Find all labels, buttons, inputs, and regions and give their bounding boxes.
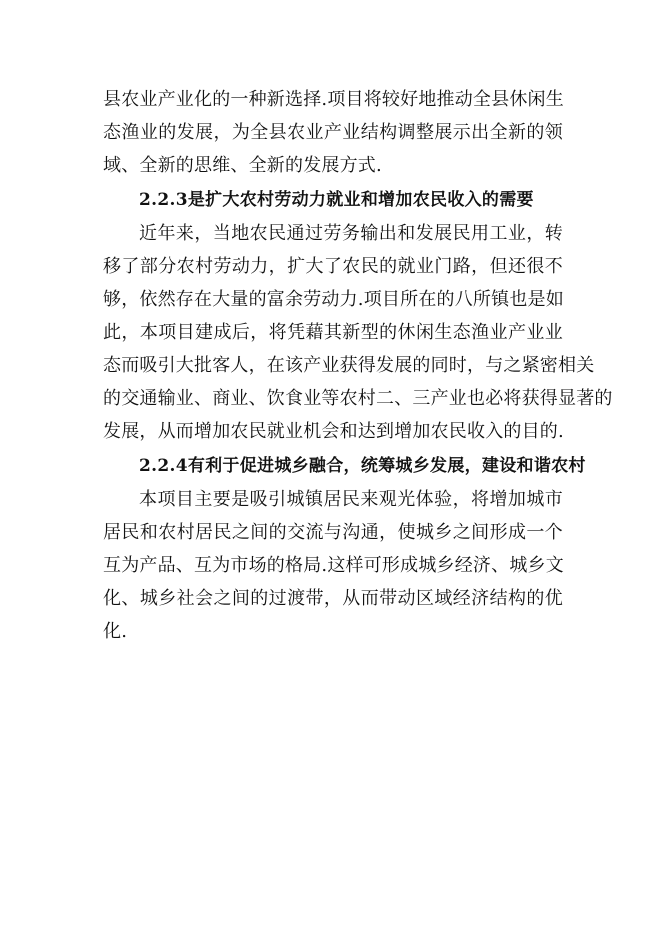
- paragraph-line: 本项目主要是吸引城镇居民来观光体验，将增加城市: [139, 489, 563, 510]
- paragraph-line: 域、全新的思维、全新的发展方式.: [103, 155, 382, 176]
- paragraph-line: 化、城乡社会之间的过渡带，从而带动区域经济结构的优: [103, 588, 563, 609]
- paragraph-line: 的交通输业、商业、饮食业等农村二、三产业也必将获得显著的: [103, 388, 613, 409]
- paragraph-line: 居民和农村居民之间的交流与沟通，使城乡之间形成一个: [103, 522, 563, 543]
- paragraph-line: 态渔业的发展，为全县农业产业结构调整展示出全新的领: [103, 122, 563, 143]
- paragraph-line: 近年来，当地农民通过劳务输出和发展民用工业，转: [139, 223, 563, 244]
- paragraph-line: 态而吸引大批客人，在该产业获得发展的同时，与之紧密相关: [103, 355, 595, 376]
- section-heading-2-2-3: 2.2.3是扩大农村劳动力就业和增加农民收入的需要: [139, 190, 534, 210]
- paragraph-line: 发展，从而增加农民就业机会和达到增加农民收入的目的.: [103, 421, 564, 442]
- paragraph-line: 县农业产业化的一种新选择.项目将较好地推动全县休闲生: [103, 89, 564, 110]
- paragraph-line: 互为产品、互为市场的格局.这样可形成城乡经济、城乡文: [103, 555, 564, 576]
- paragraph-line: 此，本项目建成后，将凭藉其新型的休闲生态渔业产业业: [103, 322, 563, 343]
- paragraph-line: 够，依然存在大量的富余劳动力.项目所在的八所镇也是如: [103, 289, 564, 310]
- paragraph-line: 移了部分农村劳动力，扩大了农民的就业门路，但还很不: [103, 256, 563, 277]
- paragraph-line: 化.: [103, 621, 128, 642]
- section-heading-2-2-4: 2.2.4有利于促进城乡融合，统筹城乡发展，建设和谐农村: [139, 456, 586, 476]
